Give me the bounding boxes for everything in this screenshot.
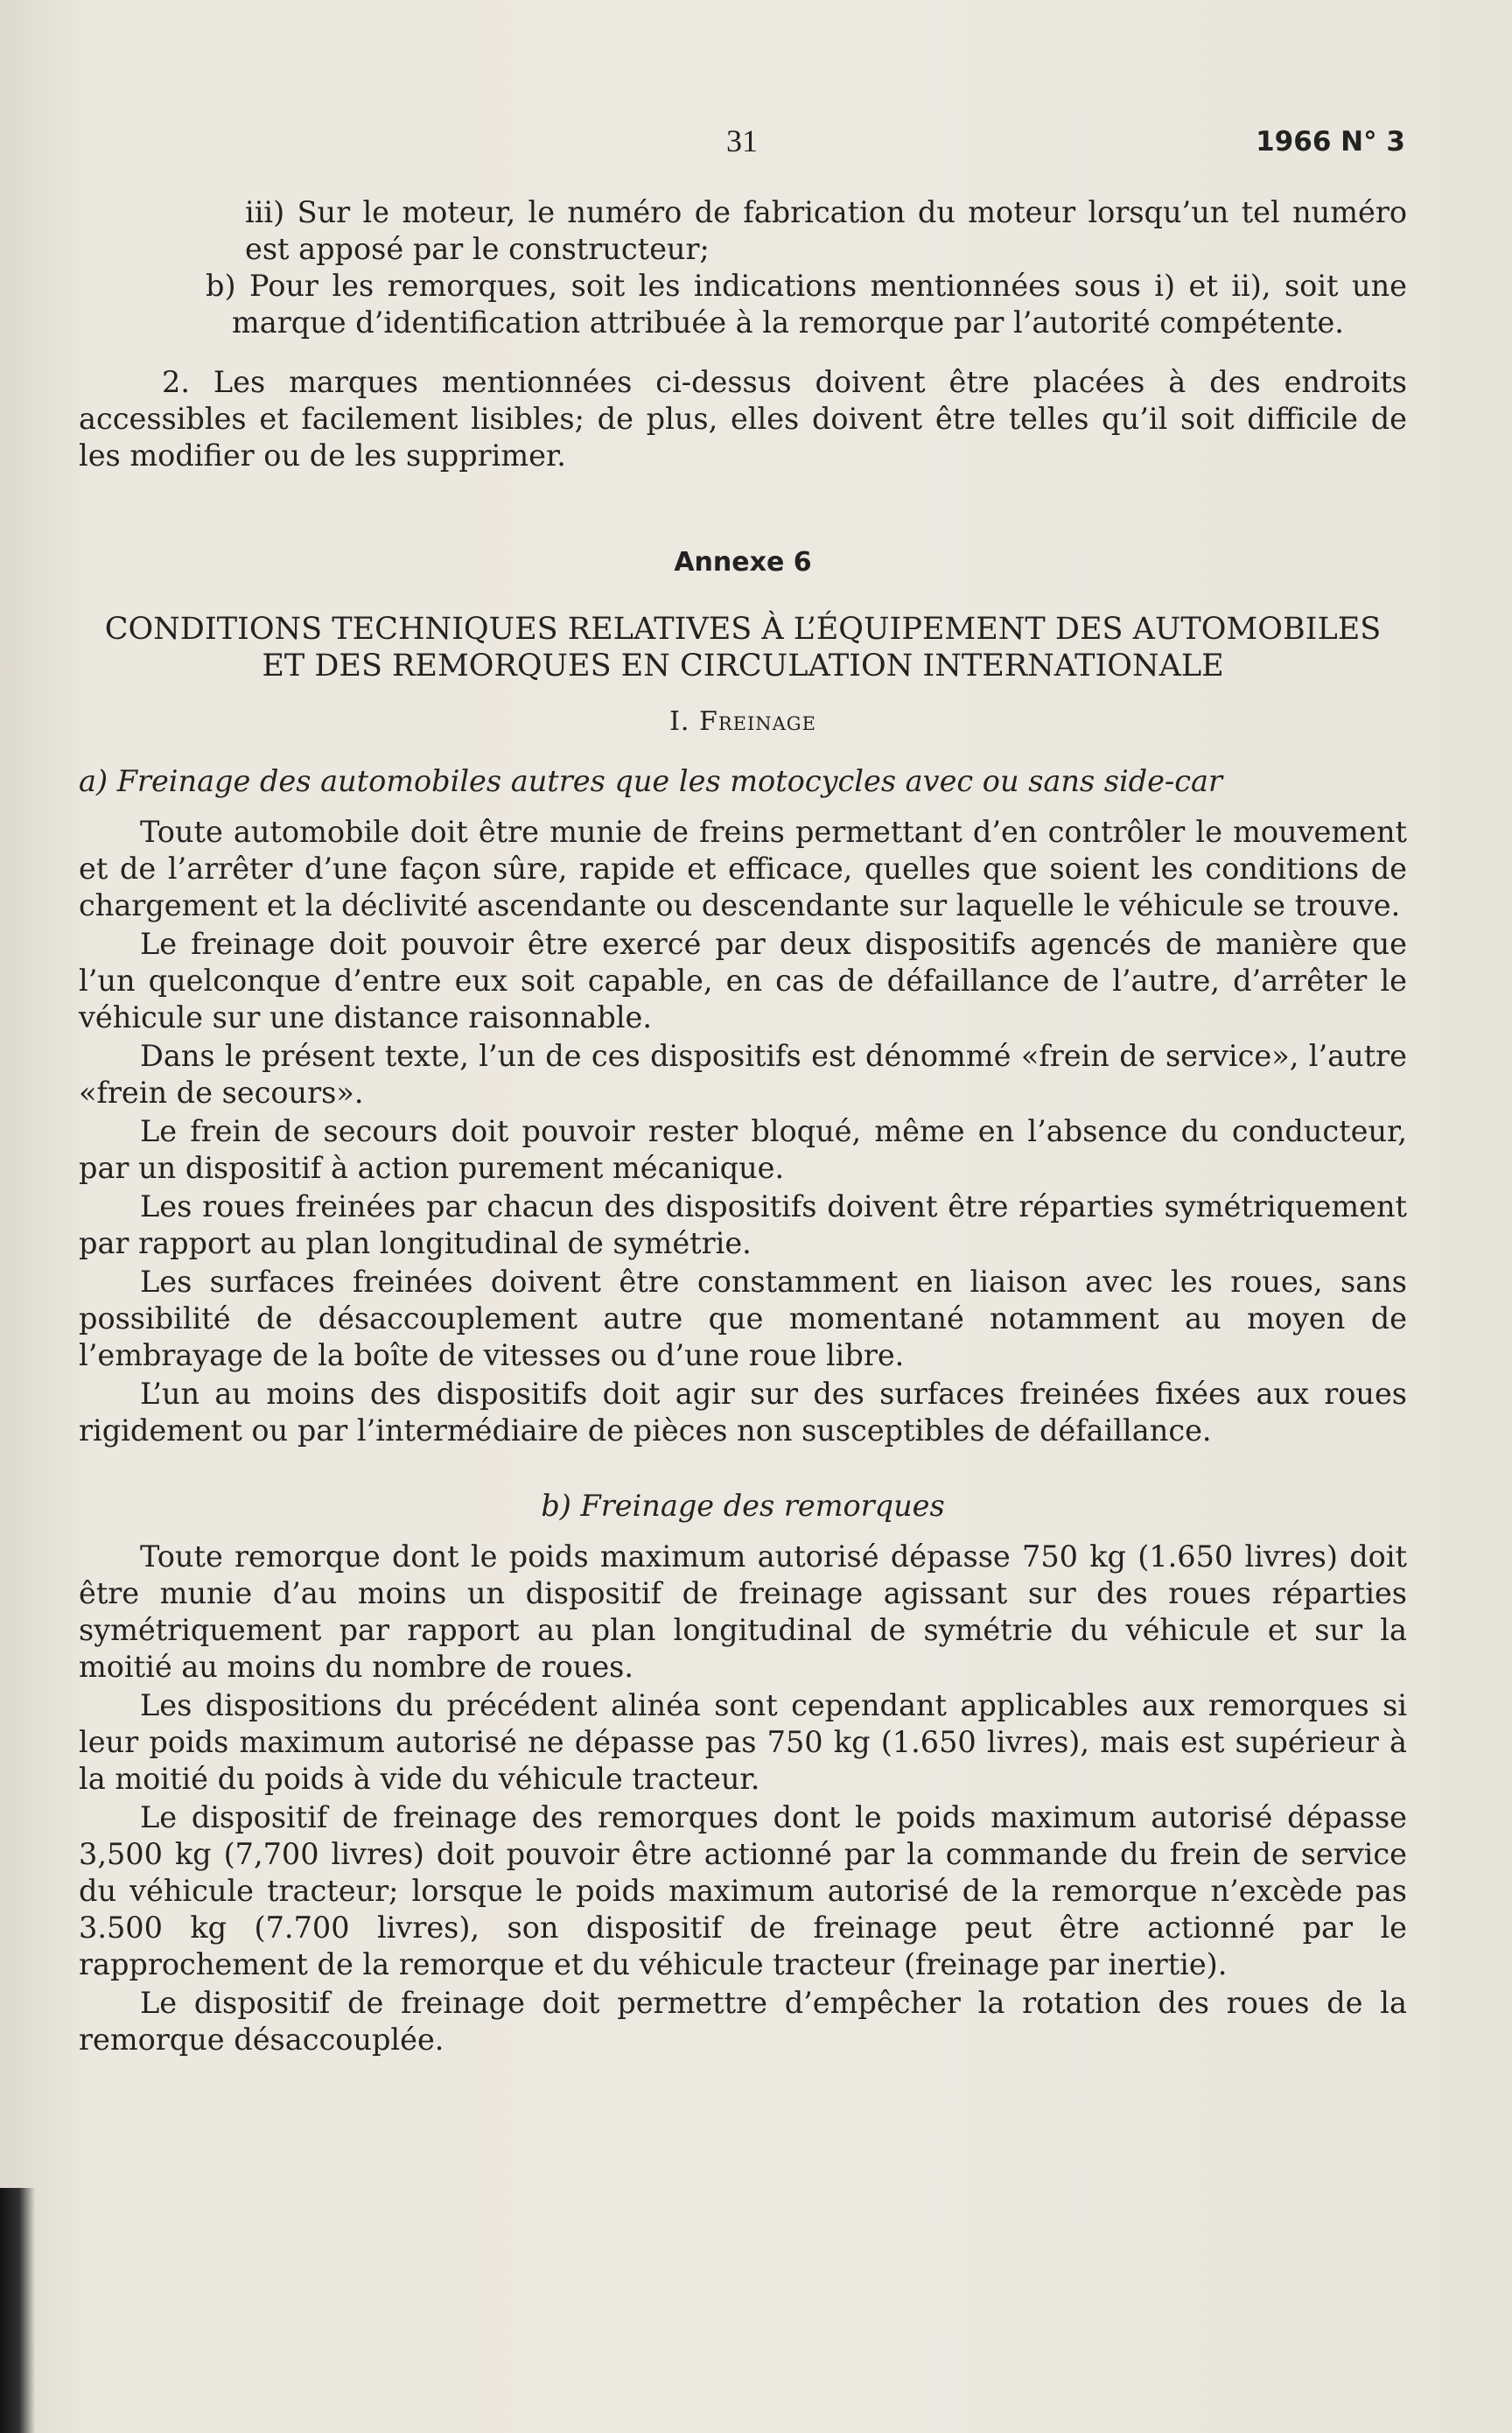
section-a-paragraph: Le freinage doit pouvoir être exercé par deux dispositifs agencés de manière que l’un quelconque d’entre eux soit capable, en cas de défaillance de l’autre, d’arrêter le véhicule sur une distance raisonnable. (79, 927, 1407, 1034)
subsection-b-title: b) Freinage des remorques (541, 1489, 945, 1523)
section-b-paragraph: Le dispositif de freinage des remorques dont le poids maximum autorisé dépasse 3,500 kg (7,700 livres) doit pouvoir être actionné par la commande du frein de service du véhicule tracteur; lorsque le poids maximum autorisé de la remorque n’excède pas 3.500 kg (7.700 livres), son dispositif de freinage peut être actionné par le rapprochement de la remorque et du véhicule tracteur (freinage par inertie). (79, 1800, 1407, 1981)
section-title-freinage: I. Freinage (669, 706, 816, 737)
annex-title: Annexe 6 (674, 547, 812, 578)
section-b-paragraph: Le dispositif de freinage doit permettre d’empêcher la rotation des roues de la remorque désaccouplée. (79, 1986, 1407, 2057)
page-content (79, 194, 1407, 2058)
list-item-iii: iii) Sur le moteur, le numéro de fabrication du moteur lorsqu’un tel numéro est apposé par le constructeur; (245, 195, 1407, 266)
annex-heading: CONDITIONS TECHNIQUES RELATIVES À L’ÉQUIPEMENT DES AUTOMOBILES ET DES REMORQUES EN CIRCULATION INTERNATIONALE (104, 612, 1382, 684)
page-header (0, 123, 1512, 166)
section-a-paragraph: Le frein de secours doit pouvoir rester bloqué, même en l’absence du conducteur, par un dispositif à action purement mécanique. (79, 1114, 1407, 1185)
section-a-paragraph: L’un au moins des dispositifs doit agir sur des surfaces freinées fixées aux roues rigidement ou par l’intermédiaire de pièces non susceptibles de défaillance. (79, 1377, 1407, 1448)
section-a-paragraph: Les surfaces freinées doivent être constamment en liaison avec les roues, sans possibilité de désaccouplement autre que momentané notamment au moyen de l’embrayage de la boîte de vitesses ou d’une roue libre. (79, 1265, 1407, 1372)
issue-label: 1966 N° 3 (1256, 126, 1405, 158)
list-item-b: b) Pour les remorques, soit les indications mentionnées sous i) et ii), soit une marque d’identification attribuée à la remorque par l’autorité compétente. (206, 269, 1407, 340)
section-a-paragraph: Dans le présent texte, l’un de ces dispositifs est dénommé «frein de service», l’autre «frein de secours». (79, 1039, 1407, 1110)
subsection-a-title: a) Freinage des automobiles autres que les motocycles avec ou sans side-car (79, 764, 1223, 798)
page-number: 31 (726, 123, 758, 158)
paragraph-2: 2. Les marques mentionnées ci-dessus doivent être placées à des endroits accessibles et facilement lisibles; de plus, elles doivent être telles qu’il soit difficile de les modifier ou de les supprimer. (79, 365, 1407, 473)
section-b-paragraph: Les dispositions du précédent alinéa sont cependant applicables aux remorques si leur poids maximum autorisé ne dépasse pas 750 kg (1.650 livres), mais est supérieur à la moitié du poids à vide du véhicule tracteur. (79, 1688, 1407, 1796)
section-b-paragraph: Toute remorque dont le poids maximum autorisé dépasse 750 kg (1.650 livres) doit être munie d’au moins un dispositif de freinage agissant sur des roues réparties symétriquement par rapport au plan longitudinal de symétrie du véhicule et sur la moitié au moins du nombre de roues. (79, 1539, 1407, 1684)
section-a-paragraph: Les roues freinées par chacun des dispositifs doivent être réparties symétriquement par rapport au plan longitudinal de symétrie. (79, 1189, 1407, 1260)
section-a-paragraph: Toute automobile doit être munie de freins permettant d’en contrôler le mouvement et de l’arrêter d’une façon sûre, rapide et efficace, quelles que soient les conditions de chargement et la déclivité ascendante ou descendante sur laquelle le véhicule se trouve. (79, 815, 1407, 922)
book-spine-shadow (0, 2188, 35, 2433)
